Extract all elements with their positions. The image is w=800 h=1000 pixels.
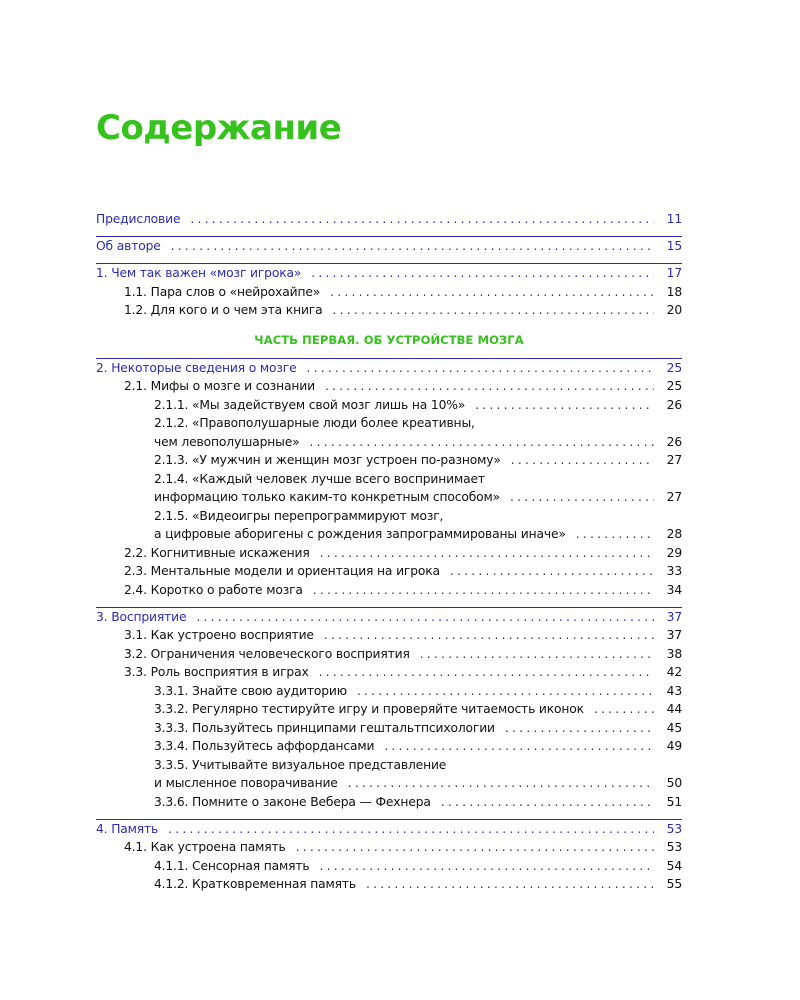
table-of-contents: [96, 210, 682, 894]
toc-section-3-1[interactable]: [96, 626, 682, 645]
toc-entry-title-line2: а цифровые аборигены с рождения запрограммированы иначе»: [154, 527, 566, 541]
toc-subsection-3-3-2[interactable]: [96, 700, 682, 719]
dot-leader: [511, 451, 654, 470]
toc-entry-title: 4.1.1. Сенсорная память: [154, 858, 310, 873]
dot-leader: [450, 562, 654, 581]
toc-entry-title: 2.2. Когнитивные искажения: [124, 545, 310, 560]
toc-page-number: 25: [666, 379, 682, 393]
toc-subsection-2-1-2[interactable]: [96, 433, 682, 452]
dot-leader: [324, 626, 654, 645]
toc-page-number: 27: [666, 453, 682, 467]
toc-page-number: 33: [666, 564, 682, 578]
toc-page-number: 37: [666, 628, 682, 642]
toc-subsection-4-1-1[interactable]: [96, 857, 682, 876]
toc-subsection-3-3-3[interactable]: [96, 719, 682, 738]
dot-leader: [168, 820, 654, 839]
toc-entry-title: 3.3.2. Регулярно тестируйте игру и проверяйте читаемость иконок: [154, 702, 584, 716]
toc-entry-title: 3.3.6. Помните о законе Вебера — Фехнера: [154, 794, 431, 809]
dot-leader: [348, 774, 654, 793]
toc-page-number: 55: [666, 877, 682, 891]
dot-leader: [196, 608, 654, 627]
dot-leader: [384, 737, 654, 756]
dot-leader: [510, 488, 654, 507]
toc-entry-title: 3. Восприятие: [96, 609, 187, 624]
toc-entry-title: Предисловие: [96, 212, 181, 226]
dot-leader: [313, 581, 654, 600]
toc-entry-title: 2.3. Ментальные модели и ориентация на игрока: [124, 564, 440, 578]
toc-section-1-2[interactable]: [96, 301, 682, 320]
dot-leader: [330, 283, 654, 302]
toc-entry-title: 2. Некоторые сведения о мозге: [96, 360, 297, 375]
toc-chapter-1[interactable]: [96, 264, 682, 283]
toc-entry-title: 3.1. Как устроено восприятие: [124, 628, 314, 642]
dot-leader: [307, 359, 654, 378]
toc-page-number: 44: [666, 702, 682, 716]
toc-section-1-1[interactable]: [96, 283, 682, 302]
part-heading: ЧАСТЬ ПЕРВАЯ. ОБ УСТРОЙСТВЕ МОЗГА: [254, 332, 524, 347]
toc-entry-title: 2.1.1. «Мы задействуем свой мозг лишь на 10%»: [154, 397, 466, 412]
dot-leader: [441, 793, 654, 812]
dot-leader: [311, 264, 654, 283]
dot-leader: [366, 875, 654, 894]
toc-page-number: 53: [666, 840, 682, 854]
toc-page-number: 17: [666, 266, 682, 280]
toc-page-number: 27: [666, 490, 682, 504]
toc-entry-title: 4. Память: [96, 821, 159, 836]
toc-entry-title: 2.1.3. «У мужчин и женщин мозг устроен по-разному»: [154, 453, 501, 467]
toc-page-number: 25: [666, 360, 682, 375]
toc-section-3-2[interactable]: [96, 645, 682, 664]
toc-entry-title: 1.1. Пара слов о «нейрохайпе»: [124, 284, 321, 299]
toc-entry-title: 1. Чем так важен «мозг игрока»: [96, 266, 302, 280]
toc-entry-preface[interactable]: [96, 210, 682, 229]
toc-page-number: 11: [666, 212, 682, 226]
toc-entry-title: 2.1. Мифы о мозге и сознании: [124, 379, 315, 393]
toc-page-number: 29: [666, 545, 682, 560]
toc-chapter-3[interactable]: [96, 608, 682, 627]
toc-section-2-1[interactable]: [96, 377, 682, 396]
toc-section-4-1[interactable]: [96, 838, 682, 857]
dot-leader: [475, 396, 654, 415]
toc-entry-title: 2.4. Коротко о работе мозга: [124, 582, 303, 597]
toc-subsection-3-3-6[interactable]: [96, 793, 682, 812]
toc-entry-title: Об авторе: [96, 239, 161, 253]
toc-entry-title-line1: 2.1.5. «Видеоигры перепрограммируют мозг,: [154, 508, 444, 523]
toc-section-2-4[interactable]: [96, 581, 682, 600]
dot-leader: [333, 301, 654, 320]
toc-subsection-3-3-5[interactable]: [96, 774, 682, 793]
dot-leader: [357, 682, 654, 701]
toc-entry-title: 3.2. Ограничения человеческого восприятия: [124, 646, 410, 661]
toc-entry-title: 4.1. Как устроена память: [124, 840, 286, 854]
toc-section-2-3[interactable]: [96, 562, 682, 581]
toc-section-3-3[interactable]: [96, 663, 682, 682]
toc-page-number: 54: [666, 858, 682, 873]
toc-page-number: 53: [666, 821, 682, 836]
toc-entry-title-line2: и мысленное поворачивание: [154, 776, 338, 790]
toc-entry-title: 3.3.4. Пользуйтесь аффордансами: [154, 739, 375, 753]
dot-leader: [576, 525, 654, 544]
dot-leader: [319, 663, 654, 682]
toc-subsection-3-3-1[interactable]: [96, 682, 682, 701]
toc-page-number: 26: [666, 434, 682, 449]
toc-page-number: 43: [666, 683, 682, 698]
dot-leader: [420, 645, 654, 664]
toc-page-number: 49: [666, 739, 682, 753]
toc-entry-title-line2: информацию только каким-то конкретным способом»: [154, 490, 501, 504]
toc-page-number: 26: [666, 397, 682, 412]
toc-subsection-3-3-4[interactable]: [96, 737, 682, 756]
toc-page-number: 15: [666, 239, 682, 253]
dot-leader: [171, 237, 654, 256]
toc-chapter-2[interactable]: [96, 359, 682, 378]
toc-subsection-2-1-5[interactable]: [96, 525, 682, 544]
toc-page-number: 20: [666, 303, 682, 317]
page-title: Содержание: [96, 108, 342, 148]
toc-entry-title-line2: чем левополушарные»: [154, 434, 300, 449]
toc-entry-title-line1: 2.1.2. «Правополушарные люди более креативны,: [154, 416, 475, 430]
toc-subsection-2-1-3[interactable]: [96, 451, 682, 470]
toc-page-number: 18: [666, 284, 682, 299]
toc-page-number: 45: [666, 720, 682, 735]
toc-page-number: 37: [666, 609, 682, 624]
toc-subsection-4-1-2[interactable]: [96, 875, 682, 894]
toc-page-number: 28: [666, 527, 682, 541]
dot-leader: [190, 210, 654, 229]
toc-page-number: 42: [666, 665, 682, 679]
toc-page-number: 38: [666, 646, 682, 661]
toc-entry-about[interactable]: [96, 237, 682, 256]
toc-subsection-2-1-4[interactable]: [96, 488, 682, 507]
toc-entry-title: 3.3.3. Пользуйтесь принципами гештальтпсихологии: [154, 720, 495, 735]
dot-leader: [505, 719, 654, 738]
toc-entry-title: 3.3. Роль восприятия в играх: [124, 665, 309, 679]
dot-leader: [320, 544, 654, 563]
toc-page-number: 34: [666, 582, 682, 597]
dot-leader: [296, 838, 654, 857]
toc-page-number: 51: [666, 794, 682, 809]
toc-chapter-4[interactable]: [96, 820, 682, 839]
toc-subsection-2-1-1[interactable]: [96, 396, 682, 415]
toc-entry-title-line1: 3.3.5. Учитывайте визуальное представление: [154, 757, 447, 772]
dot-leader: [310, 433, 655, 452]
dot-leader: [594, 700, 654, 719]
toc-section-2-2[interactable]: [96, 544, 682, 563]
dot-leader: [325, 377, 654, 396]
toc-page-number: 50: [666, 776, 682, 790]
toc-entry-title: 1.2. Для кого и о чем эта книга: [124, 303, 323, 317]
toc-entry-title-line1: 2.1.4. «Каждый человек лучше всего воспринимает: [154, 471, 485, 486]
dot-leader: [319, 857, 654, 876]
toc-entry-title: 3.3.1. Знайте свою аудиторию: [154, 683, 347, 698]
toc-entry-title: 4.1.2. Кратковременная память: [154, 877, 356, 891]
